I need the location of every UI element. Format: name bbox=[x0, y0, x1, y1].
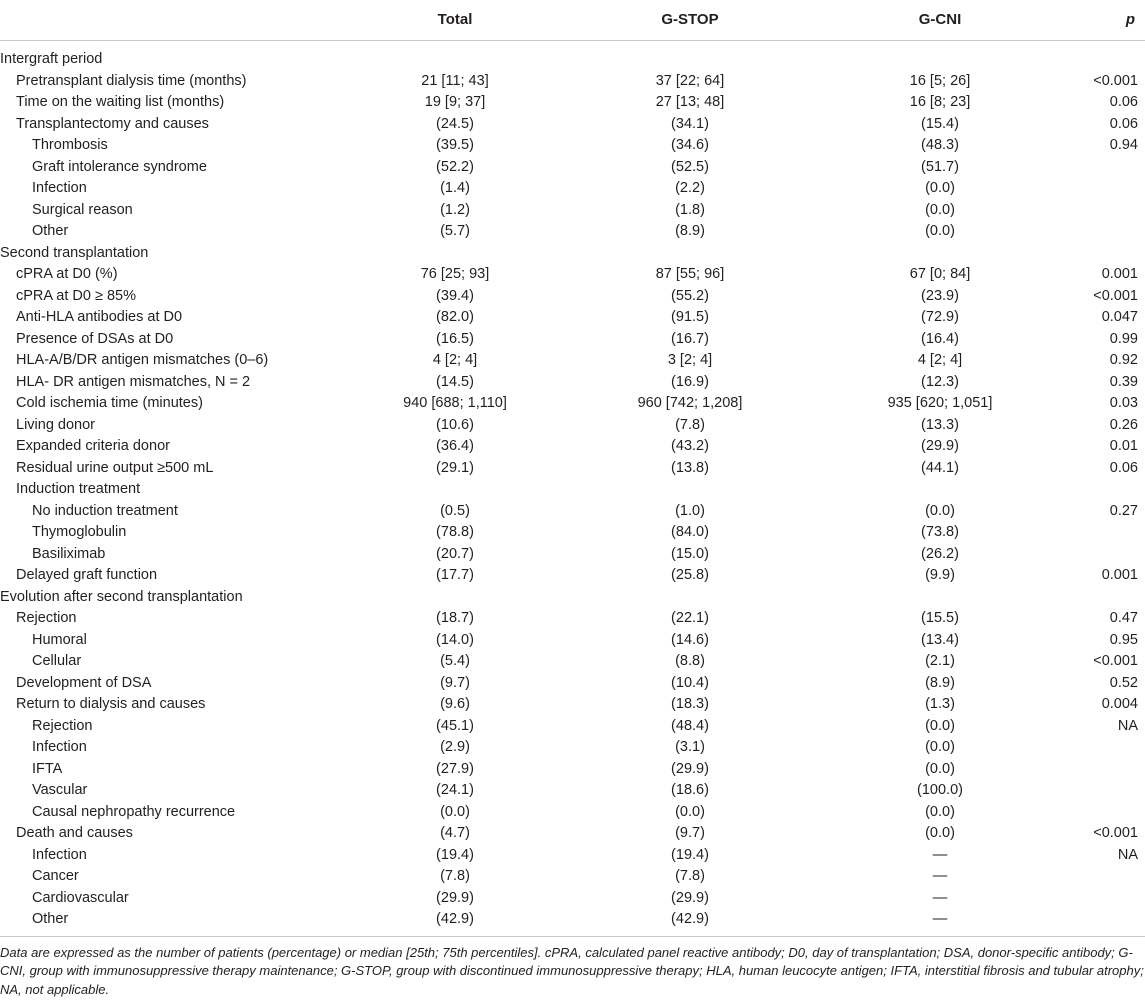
cell-total: 940 [688; 1,110] bbox=[403, 395, 507, 411]
cell-total: (16.5) bbox=[436, 330, 474, 347]
table-row bbox=[0, 307, 1145, 329]
table-row bbox=[0, 522, 1145, 544]
cell-gcni: 16 [8; 23] bbox=[909, 94, 971, 110]
row-label: Thrombosis bbox=[32, 137, 108, 153]
cell-total: (18.7) bbox=[436, 610, 474, 626]
cell-gcni: (100.0) bbox=[917, 782, 963, 798]
cell-total: (1.4) bbox=[440, 180, 470, 196]
cell-total: (14.0) bbox=[436, 631, 474, 648]
cell-gcni: (44.1) bbox=[921, 459, 959, 476]
cell-p-value: 0.06 bbox=[1109, 459, 1138, 476]
cell-gstop: 3 [2; 4] bbox=[667, 352, 713, 368]
cell-p-value: 0.27 bbox=[1109, 502, 1138, 519]
row-label: Humoral bbox=[32, 631, 87, 648]
cell-gcni: (2.1) bbox=[925, 653, 955, 669]
cell-total: (10.6) bbox=[436, 416, 474, 433]
table-row bbox=[0, 71, 1145, 93]
table-row bbox=[0, 415, 1145, 437]
cell-gstop: (48.4) bbox=[671, 717, 709, 734]
cell-p-value: <0.001 bbox=[1093, 653, 1138, 669]
cell-gstop: (19.4) bbox=[671, 846, 709, 863]
table-row bbox=[0, 114, 1145, 136]
table-row bbox=[0, 49, 1145, 71]
cell-gstop: (25.8) bbox=[671, 567, 709, 583]
cell-gcni: (0.0) bbox=[925, 717, 955, 734]
cell-p-value: NA bbox=[1117, 846, 1138, 863]
cell-gstop: 27 [13; 48] bbox=[655, 94, 725, 110]
cell-p-value: 0.52 bbox=[1109, 674, 1138, 691]
cell-gstop: (7.8) bbox=[675, 416, 705, 433]
cell-gcni: (23.9) bbox=[921, 287, 959, 304]
cell-gcni: 67 [0; 84] bbox=[909, 266, 971, 282]
cell-gstop: (18.3) bbox=[671, 696, 709, 712]
cell-gcni: (0.0) bbox=[925, 803, 955, 820]
cell-total: (2.9) bbox=[440, 739, 470, 755]
cell-gcni: (15.5) bbox=[921, 610, 959, 626]
table-row bbox=[0, 479, 1145, 501]
cell-total: (9.6) bbox=[440, 696, 470, 712]
table-row bbox=[0, 501, 1145, 523]
table-header bbox=[0, 0, 1145, 41]
row-label: Basiliximab bbox=[32, 545, 106, 562]
cell-gstop: (29.9) bbox=[671, 760, 709, 777]
cell-gstop: 37 [22; 64] bbox=[655, 72, 725, 89]
cell-gstop: 87 [55; 96] bbox=[655, 266, 725, 282]
cell-gcni: (15.4) bbox=[921, 115, 959, 132]
cell-gstop: (84.0) bbox=[671, 524, 709, 540]
cell-total: (1.2) bbox=[440, 201, 470, 218]
cell-gcni: (0.0) bbox=[925, 201, 955, 218]
row-label: Cellular bbox=[32, 653, 82, 669]
cell-total: 76 [25; 93] bbox=[420, 266, 490, 282]
row-label: Other bbox=[32, 223, 69, 239]
table-row bbox=[0, 92, 1145, 114]
row-label: Infection bbox=[32, 739, 87, 755]
row-label: Intergraft period bbox=[0, 51, 103, 67]
table-row bbox=[0, 286, 1145, 308]
cell-total: (39.4) bbox=[436, 287, 474, 304]
cell-gcni: 935 [620; 1,051] bbox=[887, 395, 993, 411]
cell-p-value: 0.06 bbox=[1109, 94, 1138, 110]
cell-gcni: (73.8) bbox=[921, 524, 959, 540]
table-row bbox=[0, 608, 1145, 630]
cell-total: (27.9) bbox=[436, 760, 474, 777]
cell-p-value: 0.004 bbox=[1101, 696, 1138, 712]
cell-p-value: 0.47 bbox=[1109, 610, 1138, 626]
table-row bbox=[0, 651, 1145, 673]
cell-gstop: (34.6) bbox=[671, 137, 709, 153]
table-row bbox=[0, 587, 1145, 609]
row-label: No induction treatment bbox=[32, 502, 178, 519]
table-row bbox=[0, 888, 1145, 910]
cell-total: (78.8) bbox=[436, 524, 474, 540]
cell-total: (7.8) bbox=[440, 868, 470, 884]
row-label: IFTA bbox=[32, 760, 63, 777]
cell-gstop: (13.8) bbox=[671, 459, 709, 476]
cell-gcni: (0.0) bbox=[925, 223, 955, 239]
table-row bbox=[0, 737, 1145, 759]
row-label: Anti-HLA antibodies at D0 bbox=[16, 309, 183, 325]
cell-gstop: (7.8) bbox=[675, 868, 705, 884]
row-label: Expanded criteria donor bbox=[16, 438, 170, 454]
table-row bbox=[0, 780, 1145, 802]
row-label: Return to dialysis and causes bbox=[16, 696, 206, 712]
row-label: Rejection bbox=[32, 717, 93, 734]
cell-total: 21 [11; 43] bbox=[421, 72, 489, 89]
table-row bbox=[0, 823, 1145, 845]
cell-gcni: (16.4) bbox=[921, 330, 959, 347]
row-label: Presence of DSAs at D0 bbox=[16, 330, 174, 347]
cell-total: (0.0) bbox=[440, 803, 470, 820]
header-gstop: G-STOP bbox=[661, 11, 719, 28]
cell-gstop: (1.8) bbox=[675, 201, 705, 218]
table-row bbox=[0, 221, 1145, 243]
row-label: cPRA at D0 (%) bbox=[16, 266, 118, 282]
row-label: Causal nephropathy recurrence bbox=[32, 803, 236, 820]
cell-total: (82.0) bbox=[436, 309, 474, 325]
row-label: Evolution after second transplantation bbox=[0, 588, 243, 605]
table-row bbox=[0, 157, 1145, 179]
cell-gstop: (8.9) bbox=[675, 223, 705, 239]
row-label: Rejection bbox=[16, 610, 77, 626]
table-row bbox=[0, 866, 1145, 888]
cell-gcni: (0.0) bbox=[925, 825, 955, 841]
row-label: Death and causes bbox=[16, 825, 133, 841]
cell-total: (42.9) bbox=[436, 911, 474, 927]
table-row bbox=[0, 372, 1145, 394]
cell-gstop: (34.1) bbox=[671, 115, 709, 132]
cell-gstop: (16.7) bbox=[671, 330, 709, 347]
table-row bbox=[0, 802, 1145, 824]
row-label: Other bbox=[32, 911, 69, 927]
table-row bbox=[0, 673, 1145, 695]
row-label: Cold ischemia time (minutes) bbox=[16, 395, 203, 411]
cell-gcni: (29.9) bbox=[921, 438, 959, 454]
row-label: Infection bbox=[32, 180, 87, 196]
cell-gcni: (0.0) bbox=[925, 502, 955, 519]
cell-total: (20.7) bbox=[436, 545, 474, 562]
row-label: Cardiovascular bbox=[32, 889, 129, 906]
row-label: Pretransplant dialysis time (months) bbox=[16, 72, 247, 89]
table-row bbox=[0, 200, 1145, 222]
cell-gstop: (3.1) bbox=[675, 739, 705, 755]
cell-gstop: (15.0) bbox=[671, 545, 709, 562]
cell-gcni: — bbox=[932, 911, 948, 927]
cell-gstop: (9.7) bbox=[675, 825, 705, 841]
cell-total: (14.5) bbox=[436, 373, 474, 390]
cell-gcni: — bbox=[932, 868, 948, 884]
cell-p-value: NA bbox=[1117, 717, 1138, 734]
cell-gstop: (2.2) bbox=[675, 180, 705, 196]
table-body bbox=[0, 41, 1145, 931]
row-label: Time on the waiting list (months) bbox=[16, 94, 225, 110]
cell-p-value: 0.99 bbox=[1109, 330, 1138, 347]
cell-total: 19 [9; 37] bbox=[424, 94, 486, 110]
cell-total: (36.4) bbox=[436, 438, 474, 454]
row-label: Second transplantation bbox=[0, 244, 149, 261]
table-row bbox=[0, 630, 1145, 652]
cell-p-value: 0.001 bbox=[1101, 567, 1138, 583]
cell-p-value: 0.94 bbox=[1109, 137, 1138, 153]
cell-total: (52.2) bbox=[436, 158, 474, 175]
header-gcni: G-CNI bbox=[918, 11, 962, 28]
cell-gcni: (12.3) bbox=[921, 373, 959, 390]
cell-gstop: (14.6) bbox=[671, 631, 709, 648]
cell-gstop: (55.2) bbox=[671, 287, 709, 304]
row-label: Thymoglobulin bbox=[32, 524, 127, 540]
cell-p-value: <0.001 bbox=[1093, 287, 1138, 304]
table-row bbox=[0, 329, 1145, 351]
cell-gcni: (51.7) bbox=[921, 158, 959, 175]
cell-gstop: (22.1) bbox=[671, 610, 709, 626]
cell-total: 4 [2; 4] bbox=[432, 352, 478, 368]
cell-total: (5.7) bbox=[440, 223, 470, 239]
table-row bbox=[0, 565, 1145, 587]
cell-gcni: (13.4) bbox=[921, 631, 959, 648]
cell-gcni: (0.0) bbox=[925, 760, 955, 777]
cell-total: (29.9) bbox=[436, 889, 474, 906]
row-label: Transplantectomy and causes bbox=[16, 115, 209, 132]
cell-gcni: (8.9) bbox=[925, 674, 955, 691]
table-row bbox=[0, 350, 1145, 372]
cell-gcni: 16 [5; 26] bbox=[909, 72, 971, 89]
cell-total: (5.4) bbox=[440, 653, 470, 669]
cell-p-value: 0.26 bbox=[1109, 416, 1138, 433]
row-label: Vascular bbox=[32, 782, 88, 798]
header-total: Total bbox=[437, 11, 473, 28]
row-label: Living donor bbox=[16, 416, 95, 433]
cell-gstop: (91.5) bbox=[671, 309, 709, 325]
row-label: Graft intolerance syndrome bbox=[32, 158, 207, 175]
cell-total: (24.5) bbox=[436, 115, 474, 132]
row-label: HLA- DR antigen mismatches, N = 2 bbox=[16, 373, 251, 390]
table-row bbox=[0, 458, 1145, 480]
table-row bbox=[0, 135, 1145, 157]
cell-gcni: (1.3) bbox=[925, 696, 955, 712]
table-row bbox=[0, 759, 1145, 781]
cell-gcni: (0.0) bbox=[925, 180, 955, 196]
cell-gcni: (13.3) bbox=[921, 416, 959, 433]
cell-gstop: (29.9) bbox=[671, 889, 709, 906]
table-footnote: Data are expressed as the number of patients (percentage) or median [25th; 75th percentiles]. cPRA, calculated panel reactive antibody; D0, day of transplantation; DSA, donor-specific antibody; G-CNI, group with immunosuppressive therapy maintenance; G-STOP, group with discontinued immunosuppressive therapy; HLA, human leucocyte antigen; IFTA, interstitial fibrosis and tubular atrophy; NA, not applicable. bbox=[0, 944, 1144, 997]
cell-gstop: (52.5) bbox=[671, 158, 709, 175]
cell-gcni: (48.3) bbox=[921, 137, 959, 153]
cell-p-value: 0.95 bbox=[1109, 631, 1138, 648]
cell-gcni: (0.0) bbox=[925, 739, 955, 755]
cell-gcni: — bbox=[932, 889, 948, 906]
row-label: Development of DSA bbox=[16, 674, 152, 691]
cell-p-value: 0.001 bbox=[1101, 266, 1138, 282]
cell-total: (19.4) bbox=[436, 846, 474, 863]
cell-gstop: (0.0) bbox=[675, 803, 705, 820]
cell-p-value: 0.047 bbox=[1101, 309, 1138, 325]
cell-total: (45.1) bbox=[436, 717, 474, 734]
cell-total: (0.5) bbox=[440, 502, 470, 519]
cell-gstop: 960 [742; 1,208] bbox=[637, 395, 743, 411]
table-row bbox=[0, 436, 1145, 458]
cell-gcni: (72.9) bbox=[921, 309, 959, 325]
cell-gstop: (10.4) bbox=[671, 674, 709, 691]
header-p-value: p bbox=[1125, 11, 1135, 28]
cell-total: (39.5) bbox=[436, 137, 474, 153]
cell-gcni: (26.2) bbox=[921, 545, 959, 562]
cell-gstop: (18.6) bbox=[671, 782, 709, 798]
cell-gstop: (1.0) bbox=[675, 502, 705, 519]
cell-p-value: 0.03 bbox=[1109, 395, 1138, 411]
cell-total: (24.1) bbox=[436, 782, 474, 798]
cell-p-value: 0.01 bbox=[1109, 438, 1138, 454]
cell-gstop: (16.9) bbox=[671, 373, 709, 390]
cell-gcni: 4 [2; 4] bbox=[917, 352, 963, 368]
cell-p-value: 0.92 bbox=[1109, 352, 1138, 368]
table-row bbox=[0, 909, 1145, 931]
cell-total: (4.7) bbox=[440, 825, 470, 841]
row-label: Delayed graft function bbox=[16, 567, 158, 583]
table-row bbox=[0, 264, 1145, 286]
cell-p-value: 0.06 bbox=[1109, 115, 1138, 132]
row-label: cPRA at D0 ≥ 85% bbox=[16, 287, 136, 304]
cell-p-value: <0.001 bbox=[1093, 72, 1138, 89]
cell-gstop: (8.8) bbox=[675, 653, 705, 669]
table-row bbox=[0, 178, 1145, 200]
row-label: Residual urine output ≥500 mL bbox=[16, 459, 214, 476]
cell-gcni: (9.9) bbox=[925, 567, 955, 583]
table-row bbox=[0, 694, 1145, 716]
row-label: Induction treatment bbox=[16, 481, 141, 497]
table-row bbox=[0, 544, 1145, 566]
table-row bbox=[0, 716, 1145, 738]
table-row bbox=[0, 243, 1145, 265]
cell-total: (29.1) bbox=[436, 459, 474, 476]
table-row bbox=[0, 393, 1145, 415]
row-label: Infection bbox=[32, 846, 87, 863]
cell-gstop: (43.2) bbox=[671, 438, 709, 454]
row-label: Surgical reason bbox=[32, 201, 133, 218]
cell-total: (17.7) bbox=[436, 567, 474, 583]
cell-gcni: — bbox=[932, 846, 948, 863]
row-label: Cancer bbox=[32, 868, 79, 884]
row-label: HLA-A/B/DR antigen mismatches (0–6) bbox=[16, 352, 269, 368]
cell-gstop: (42.9) bbox=[671, 911, 709, 927]
cell-total: (9.7) bbox=[440, 674, 470, 691]
cell-p-value: <0.001 bbox=[1093, 825, 1138, 841]
cell-p-value: 0.39 bbox=[1109, 373, 1138, 390]
table-row bbox=[0, 845, 1145, 867]
